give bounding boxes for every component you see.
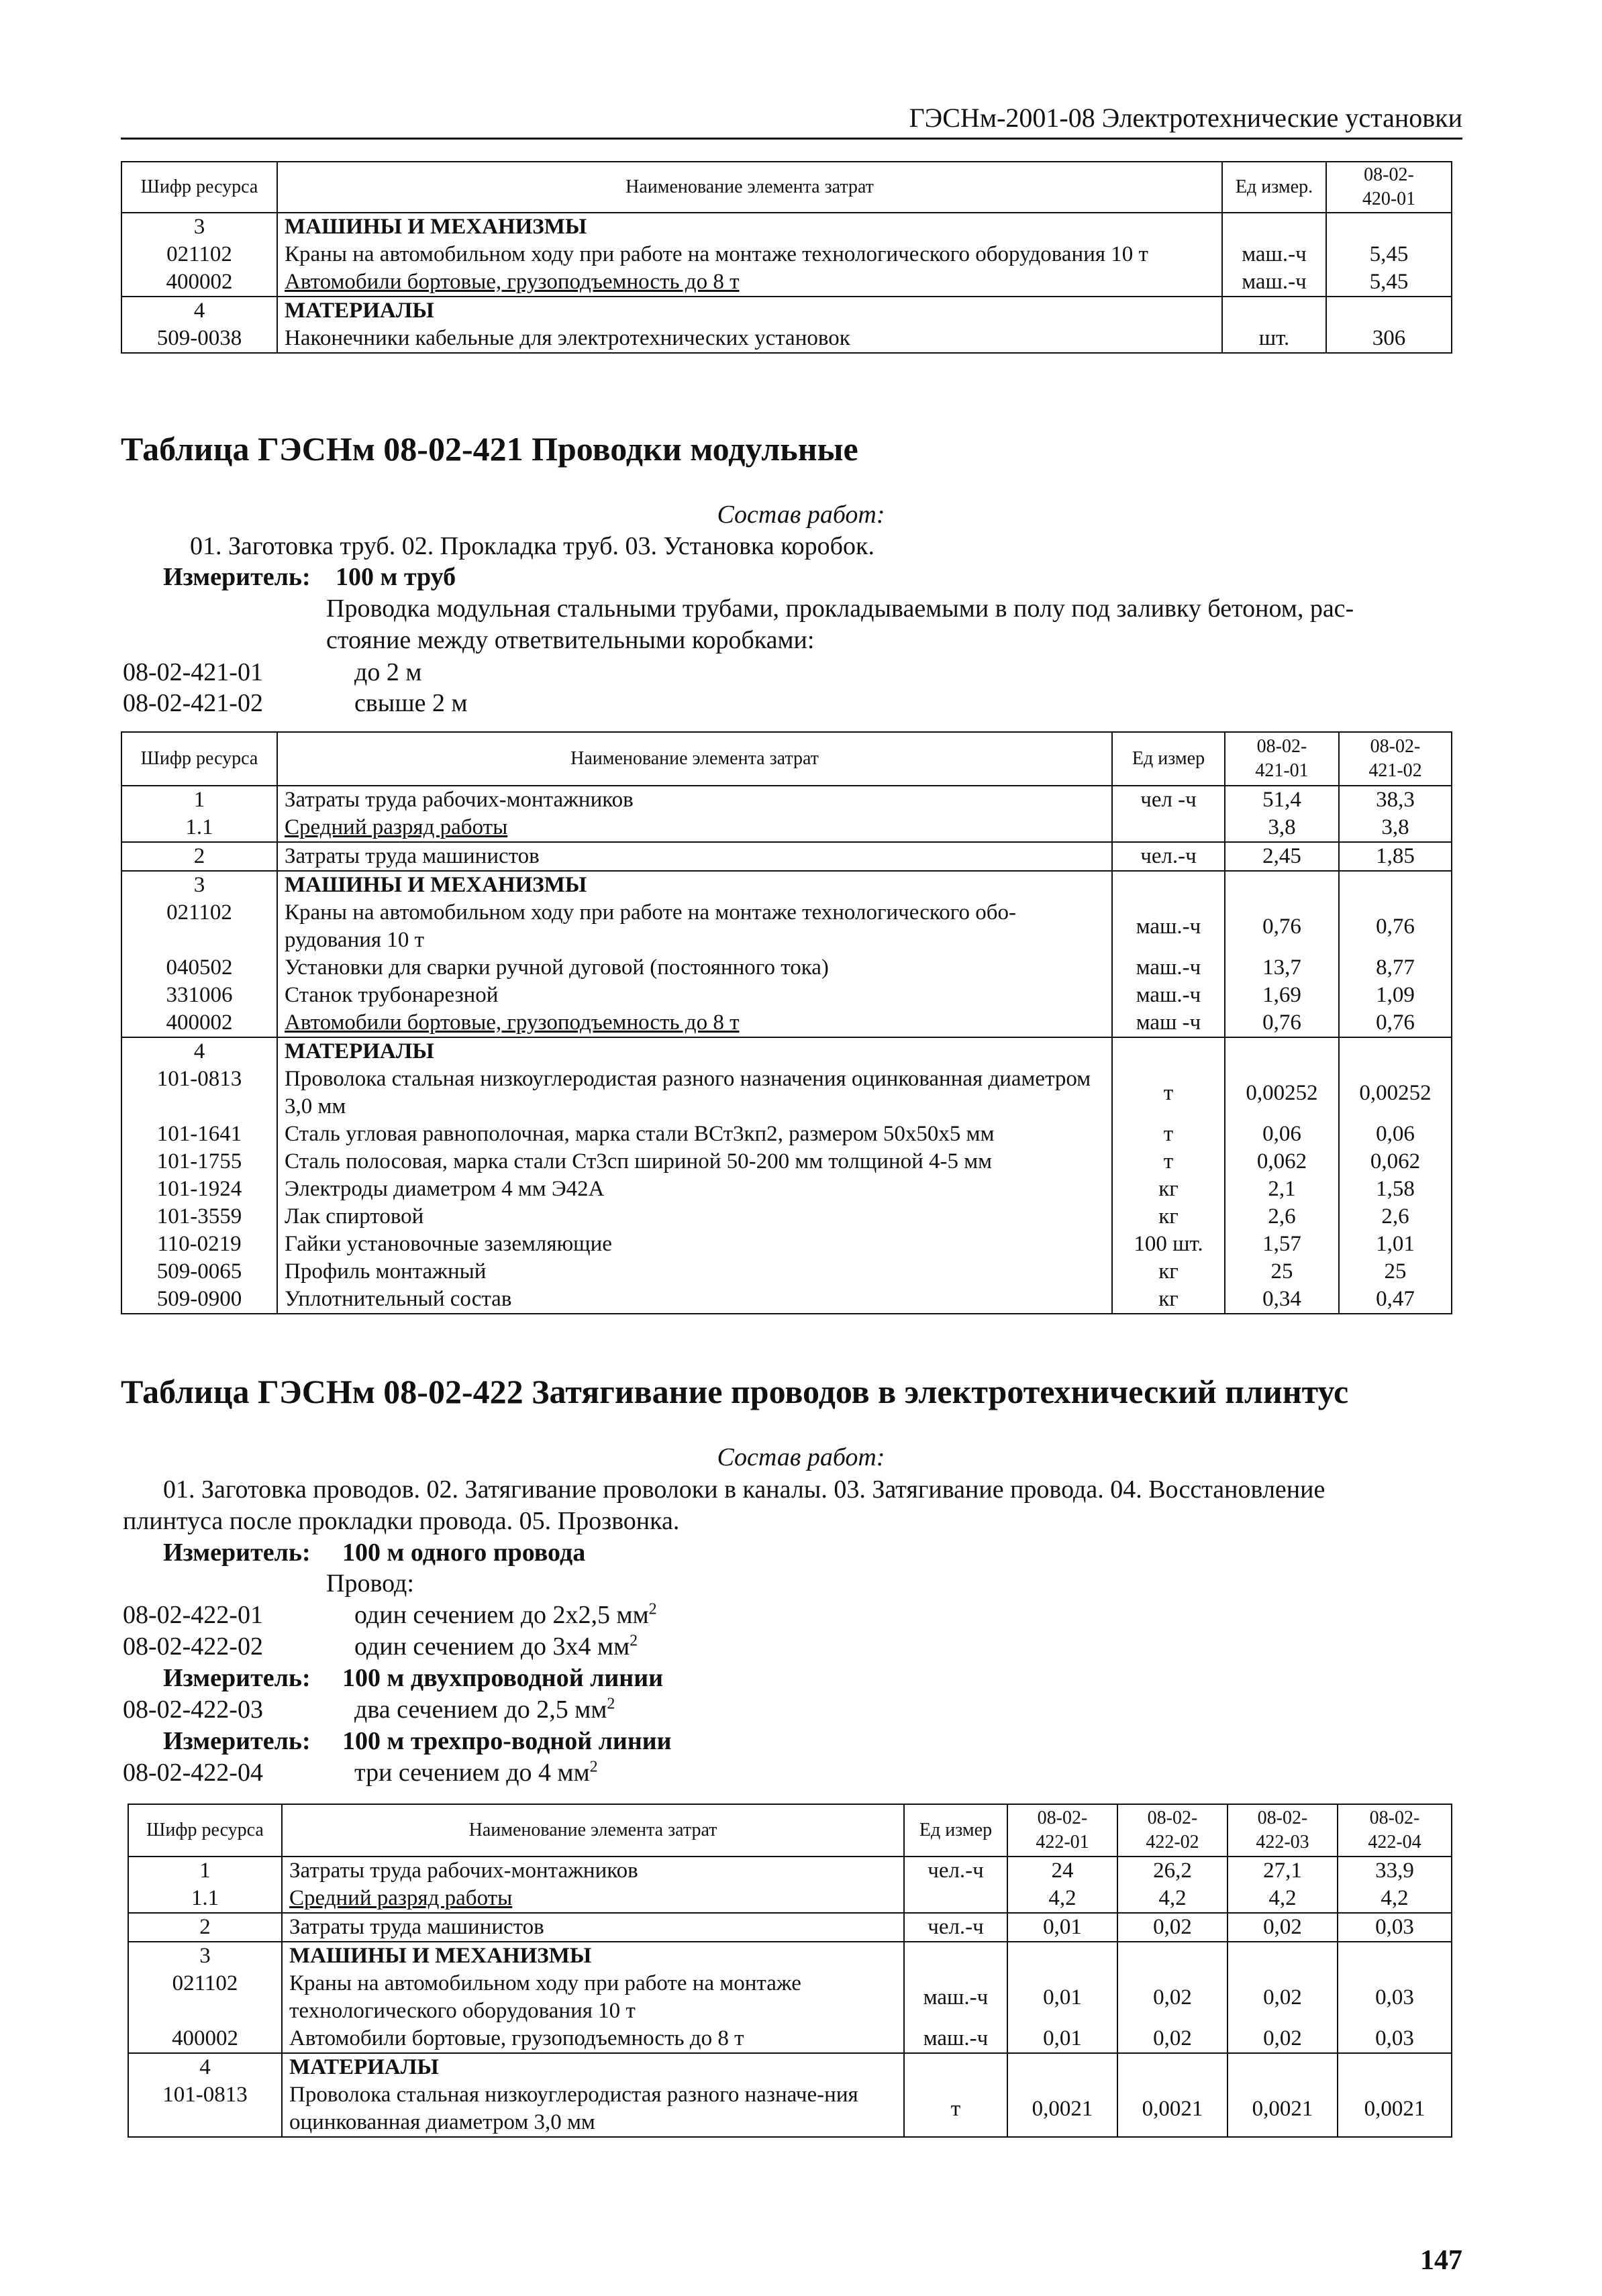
variant-text: один сечением до 3х4 $мм^2$ (354, 1632, 638, 1661)
cell-value: 0,76 (1225, 1009, 1339, 1037)
cell-unit: кг (1112, 1258, 1225, 1286)
col-header-norm-2: 08-02- 422-02 (1117, 1804, 1228, 1857)
col-header-unit: Ед измер. (1222, 162, 1326, 213)
table-row: 4 МАТЕРИАЛЫ (121, 297, 1452, 325)
cell-code: 021102 (121, 899, 277, 954)
cell-unit (904, 1942, 1007, 1970)
cell-code: 040502 (121, 954, 277, 982)
cell-name: Средний разряд работы (277, 814, 1112, 842)
cell-value: 0,02 (1228, 1970, 1338, 2025)
cell-value: 0,76 (1339, 1009, 1452, 1037)
cell-unit: маш.-ч (1112, 899, 1225, 954)
cell-name: Автомобили бортовые, грузоподъемность до 8 т (277, 1009, 1112, 1037)
cell-value: 2,45 (1225, 842, 1339, 871)
table-row (121, 1120, 1452, 1148)
col-header-code: Шифр ресурса (121, 162, 277, 213)
cell-value (1225, 1037, 1339, 1065)
cell-value: 0,00252 (1225, 1065, 1339, 1120)
cell-value (1007, 1942, 1117, 1970)
table-row (128, 1970, 1452, 2025)
running-header: ГЭСНм-2001-08 Электротехнические установки (909, 103, 1462, 133)
table-421 (121, 731, 1452, 1314)
cell-unit: 100 шт. (1112, 1231, 1225, 1258)
table-row (121, 1203, 1452, 1231)
section-title-422: Таблица ГЭСНм 08-02-422 Затягивание проводов в электротехнический плинтус (121, 1373, 1349, 1410)
col-header-code: Шифр ресурса (121, 732, 277, 786)
cell-value: 3,8 (1225, 814, 1339, 842)
cell-name: Затраты труда рабочих-монтажников (277, 786, 1112, 814)
cell-unit (904, 2053, 1007, 2081)
cell-unit: маш.-ч (1112, 954, 1225, 982)
col-header-norm-2: 08-02- 421-02 (1339, 732, 1452, 786)
cell-value: 0,01 (1007, 2025, 1117, 2053)
cell-unit: т (904, 2081, 1007, 2137)
cell-code: 101-1755 (121, 1148, 277, 1176)
table-421-body (121, 786, 1452, 1314)
wire-label: Провод: (326, 1569, 414, 1598)
measure-label: Измеритель: (163, 1664, 311, 1692)
col-header-name: Наименование элемента затрат (282, 1804, 904, 1857)
cell-value (1338, 2053, 1452, 2081)
col-header-unit: Ед измер (1112, 732, 1225, 786)
cell-value: 2,1 (1225, 1176, 1339, 1203)
variant-text: один сечением до 2х2,5 $мм^2$ (354, 1600, 657, 1629)
table-row (121, 786, 1452, 814)
cell-unit: чел -ч (1112, 786, 1225, 814)
composition-422-line2: плинтуса после прокладки провода. 05. Прозвонка. (123, 1507, 680, 1535)
table-420 (121, 161, 1452, 354)
cell-code: 400002 (128, 2025, 282, 2053)
table-row (121, 1176, 1452, 1203)
cell-value: 0,062 (1339, 1148, 1452, 1176)
table-row (121, 1231, 1452, 1258)
cell-code: 021102 (128, 1970, 282, 2025)
cell-value: 0,0021 (1007, 2081, 1117, 2137)
cell-code: 101-1924 (121, 1176, 277, 1203)
col-header-norm-4: 08-02- 422-04 (1338, 1804, 1452, 1857)
cell-value: 1,85 (1339, 842, 1452, 871)
table-row: 021102 Краны на автомобильном ходу при работе на монтаже технологического оборудования 10 т маш.-ч 5,45 (121, 241, 1452, 268)
cell-code: 1 (121, 786, 277, 814)
cell-name: Затраты труда машинистов (282, 1913, 904, 1942)
measure-value: 100 м одного провода (342, 1538, 586, 1567)
cell-value: 0,0021 (1338, 2081, 1452, 2137)
cell-value: 51,4 (1225, 786, 1339, 814)
table-row (121, 982, 1452, 1009)
cell-value (1339, 871, 1452, 899)
page-number: 147 (1420, 2245, 1462, 2276)
cell-value: 4,2 (1228, 1885, 1338, 1913)
variant-code: 08-02-422-01 (123, 1601, 263, 1629)
cell-code: 509-0065 (121, 1258, 277, 1286)
cell-code: 1 (128, 1857, 282, 1885)
cell-value: 8,77 (1339, 954, 1452, 982)
table-row (121, 1065, 1452, 1120)
cell-value: 0,03 (1338, 2025, 1452, 2053)
table-row (128, 2025, 1452, 2053)
table-row (128, 2053, 1452, 2081)
cell-value: 0,03 (1338, 1913, 1452, 1942)
variant-text: два сечением до 2,5 $мм^2$ (354, 1695, 615, 1724)
variant-text: свыше 2 м (354, 689, 468, 717)
composition-422-line1: 01. Заготовка проводов. 02. Затягивание проволоки в каналы. 03. Затягивание провода. 04. Восстановление (163, 1475, 1325, 1504)
cell-value (1339, 1037, 1452, 1065)
cell-code: 2 (121, 842, 277, 871)
table-row (121, 814, 1452, 842)
cell-value: 0,34 (1225, 1286, 1339, 1314)
cell-value (1007, 2053, 1117, 2081)
cell-unit: маш.-ч (904, 2025, 1007, 2053)
cell-name: Краны на автомобильном ходу при работе на монтаже технологического обо-рудования 10 т (277, 899, 1112, 954)
cell-name: Электроды диаметром 4 мм Э42А (277, 1176, 1112, 1203)
cell-value: 0,47 (1339, 1286, 1452, 1314)
cell-code: 331006 (121, 982, 277, 1009)
cell-code: 101-0813 (121, 1065, 277, 1120)
col-header-unit: Ед измер (904, 1804, 1007, 1857)
cell-unit: маш.-ч (1112, 982, 1225, 1009)
cell-code: 4 (121, 1037, 277, 1065)
cell-name: Автомобили бортовые, грузоподъемность до 8 т (282, 2025, 904, 2053)
table-row (121, 1009, 1452, 1037)
cell-value: 1,58 (1339, 1176, 1452, 1203)
cell-code: 509-0900 (121, 1286, 277, 1314)
table-422 (128, 1804, 1452, 2138)
col-header-norm-1: 08-02- 422-01 (1007, 1804, 1117, 1857)
cell-value: 1,69 (1225, 982, 1339, 1009)
cell-name: Уплотнительный состав (277, 1286, 1112, 1314)
cell-value: 0,0021 (1228, 2081, 1338, 2137)
cell-code: 3 (128, 1942, 282, 1970)
cell-value: 13,7 (1225, 954, 1339, 982)
cell-value (1228, 1942, 1338, 1970)
table-row (121, 1037, 1452, 1065)
cell-name: Профиль монтажный (277, 1258, 1112, 1286)
table-row: 3 МАШИНЫ И МЕХАНИЗМЫ (121, 213, 1452, 241)
cell-value: 24 (1007, 1857, 1117, 1885)
cell-value: 1,57 (1225, 1231, 1339, 1258)
composition-heading-421: Состав работ: (717, 501, 885, 529)
cell-code: 1.1 (128, 1885, 282, 1913)
cell-value (1117, 2053, 1228, 2081)
cell-unit: маш.-ч (904, 1970, 1007, 2025)
cell-value: 0,06 (1339, 1120, 1452, 1148)
cell-value (1228, 2053, 1338, 2081)
measure-label: Измеритель: (163, 1727, 311, 1755)
cell-value: 0,01 (1007, 1913, 1117, 1942)
variant-code: 08-02-422-03 (123, 1695, 263, 1724)
cell-unit: кг (1112, 1203, 1225, 1231)
cell-code: 101-3559 (121, 1203, 277, 1231)
cell-unit: т (1112, 1065, 1225, 1120)
cell-value: 0,06 (1225, 1120, 1339, 1148)
cell-unit (1112, 871, 1225, 899)
table-row (128, 1913, 1452, 1942)
cell-name: МАТЕРИАЛЫ (282, 2053, 904, 2081)
cell-value: 0,76 (1339, 899, 1452, 954)
description-421-line1: Проводка модульная стальными трубами, прокладываемыми в полу под заливку бетоном, рас- (326, 594, 1354, 623)
cell-unit: чел.-ч (904, 1913, 1007, 1942)
table-row (121, 1148, 1452, 1176)
cell-unit: кг (1112, 1286, 1225, 1314)
cell-unit: чел.-ч (1112, 842, 1225, 871)
variant-code: 08-02-421-02 (123, 689, 263, 717)
cell-code: 4 (128, 2053, 282, 2081)
table-row: 400002 Автомобили бортовые, грузоподъемность до 8 т маш.-ч 5,45 (121, 268, 1452, 297)
variant-text: три сечением до 4 $мм^2$ (354, 1758, 598, 1787)
cell-code: 110-0219 (121, 1231, 277, 1258)
cell-value: 0,0021 (1117, 2081, 1228, 2137)
col-header-code: Шифр ресурса (128, 1804, 282, 1857)
cell-value: 38,3 (1339, 786, 1452, 814)
cell-unit (1112, 814, 1225, 842)
table-row (121, 1286, 1452, 1314)
cell-value: 2,6 (1339, 1203, 1452, 1231)
table-row (128, 2081, 1452, 2137)
measure-label-421: Измеритель: (163, 563, 311, 591)
cell-value: 25 (1339, 1258, 1452, 1286)
table-row (121, 954, 1452, 982)
cell-value: 0,02 (1228, 1913, 1338, 1942)
table-row (121, 899, 1452, 954)
cell-name: Сталь угловая равнополочная, марка стали ВСт3кп2, размером 50х50х5 мм (277, 1120, 1112, 1148)
cell-value: 33,9 (1338, 1857, 1452, 1885)
header-rule (121, 138, 1462, 140)
variant-code: 08-02-422-02 (123, 1632, 263, 1661)
cell-unit (1112, 1037, 1225, 1065)
col-header-norm-1: 08-02- 421-01 (1225, 732, 1339, 786)
variant-code: 08-02-421-01 (123, 658, 263, 686)
cell-value: 0,76 (1225, 899, 1339, 954)
cell-value: 0,02 (1117, 1970, 1228, 2025)
cell-value: 0,00252 (1339, 1065, 1452, 1120)
cell-code: 3 (121, 871, 277, 899)
table-row (128, 1857, 1452, 1885)
variant-text: до 2 м (354, 658, 422, 686)
cell-value: 0,02 (1117, 2025, 1228, 2053)
col-header-norm-3: 08-02- 422-03 (1228, 1804, 1338, 1857)
measure-value: 100 м трехпро-водной линии (342, 1727, 672, 1755)
section-title-421: Таблица ГЭСНм 08-02-421 Проводки модульные (121, 430, 858, 468)
table-row (121, 842, 1452, 871)
cell-name: Гайки установочные заземляющие (277, 1231, 1112, 1258)
cell-value: 4,2 (1117, 1885, 1228, 1913)
col-header-name: Наименование элемента затрат (277, 732, 1112, 786)
cell-unit: чел.-ч (904, 1857, 1007, 1885)
variant-code: 08-02-422-04 (123, 1759, 263, 1787)
cell-value: 0,062 (1225, 1148, 1339, 1176)
cell-name: Лак спиртовой (277, 1203, 1112, 1231)
cell-name: МАТЕРИАЛЫ (277, 1037, 1112, 1065)
cell-value: 27,1 (1228, 1857, 1338, 1885)
cell-value: 1,09 (1339, 982, 1452, 1009)
cell-value (1225, 871, 1339, 899)
table-row (121, 1258, 1452, 1286)
cell-value: 3,8 (1339, 814, 1452, 842)
measure-value-421: 100 м труб (336, 563, 456, 591)
cell-value: 0,03 (1338, 1970, 1452, 2025)
composition-heading-422: Состав работ: (717, 1443, 885, 1471)
cell-code: 101-1641 (121, 1120, 277, 1148)
cell-value: 4,2 (1338, 1885, 1452, 1913)
col-header-norm: 08-02- 420-01 (1326, 162, 1452, 213)
cell-name: Средний разряд работы (282, 1885, 904, 1913)
cell-name: Проволока стальная низкоуглеродистая разного назначе-ния оцинкованная диаметром 3,0 мм (282, 2081, 904, 2137)
cell-name: Станок трубонарезной (277, 982, 1112, 1009)
cell-unit: т (1112, 1120, 1225, 1148)
cell-name: Проволока стальная низкоуглеродистая разного назначения оцинкованная диаметром 3,0 мм (277, 1065, 1112, 1120)
cell-value: 4,2 (1007, 1885, 1117, 1913)
col-header-name: Наименование элемента затрат (277, 162, 1222, 213)
cell-unit: т (1112, 1148, 1225, 1176)
cell-name: Затраты труда рабочих-монтажников (282, 1857, 904, 1885)
cell-name: МАШИНЫ И МЕХАНИЗМЫ (277, 871, 1112, 899)
cell-unit (904, 1885, 1007, 1913)
cell-unit: кг (1112, 1176, 1225, 1203)
table-row: 509-0038 Наконечники кабельные для электротехнических установок шт. 306 (121, 325, 1452, 353)
cell-value: 0,02 (1117, 1913, 1228, 1942)
cell-code: 400002 (121, 1009, 277, 1037)
table-row (128, 1885, 1452, 1913)
cell-value: 0,01 (1007, 1970, 1117, 2025)
measure-value: 100 м двухпроводной линии (342, 1664, 663, 1692)
cell-code: 101-0813 (128, 2081, 282, 2137)
composition-421: 01. Заготовка труб. 02. Прокладка труб. 03. Установка коробок. (190, 532, 874, 560)
table-row (121, 871, 1452, 899)
cell-name: Краны на автомобильном ходу при работе на монтаже технологического оборудования 10 т (282, 1970, 904, 2025)
cell-value: 26,2 (1117, 1857, 1228, 1885)
measure-label: Измеритель: (163, 1538, 311, 1567)
cell-name: Затраты труда машинистов (277, 842, 1112, 871)
cell-value: 0,02 (1228, 2025, 1338, 2053)
cell-name: Установки для сварки ручной дуговой (постоянного тока) (277, 954, 1112, 982)
description-421-line2: стояние между ответвительными коробками: (326, 626, 815, 654)
cell-value: 2,6 (1225, 1203, 1339, 1231)
cell-value (1117, 1942, 1228, 1970)
cell-value: 1,01 (1339, 1231, 1452, 1258)
table-422-body (128, 1857, 1452, 2137)
cell-value (1338, 1942, 1452, 1970)
cell-name: МАШИНЫ И МЕХАНИЗМЫ (282, 1942, 904, 1970)
table-row (128, 1942, 1452, 1970)
cell-unit: маш -ч (1112, 1009, 1225, 1037)
cell-value: 25 (1225, 1258, 1339, 1286)
cell-code: 1.1 (121, 814, 277, 842)
cell-name: Сталь полосовая, марка стали Ст3сп шириной 50-200 мм толщиной 4-5 мм (277, 1148, 1112, 1176)
cell-code: 2 (128, 1913, 282, 1942)
